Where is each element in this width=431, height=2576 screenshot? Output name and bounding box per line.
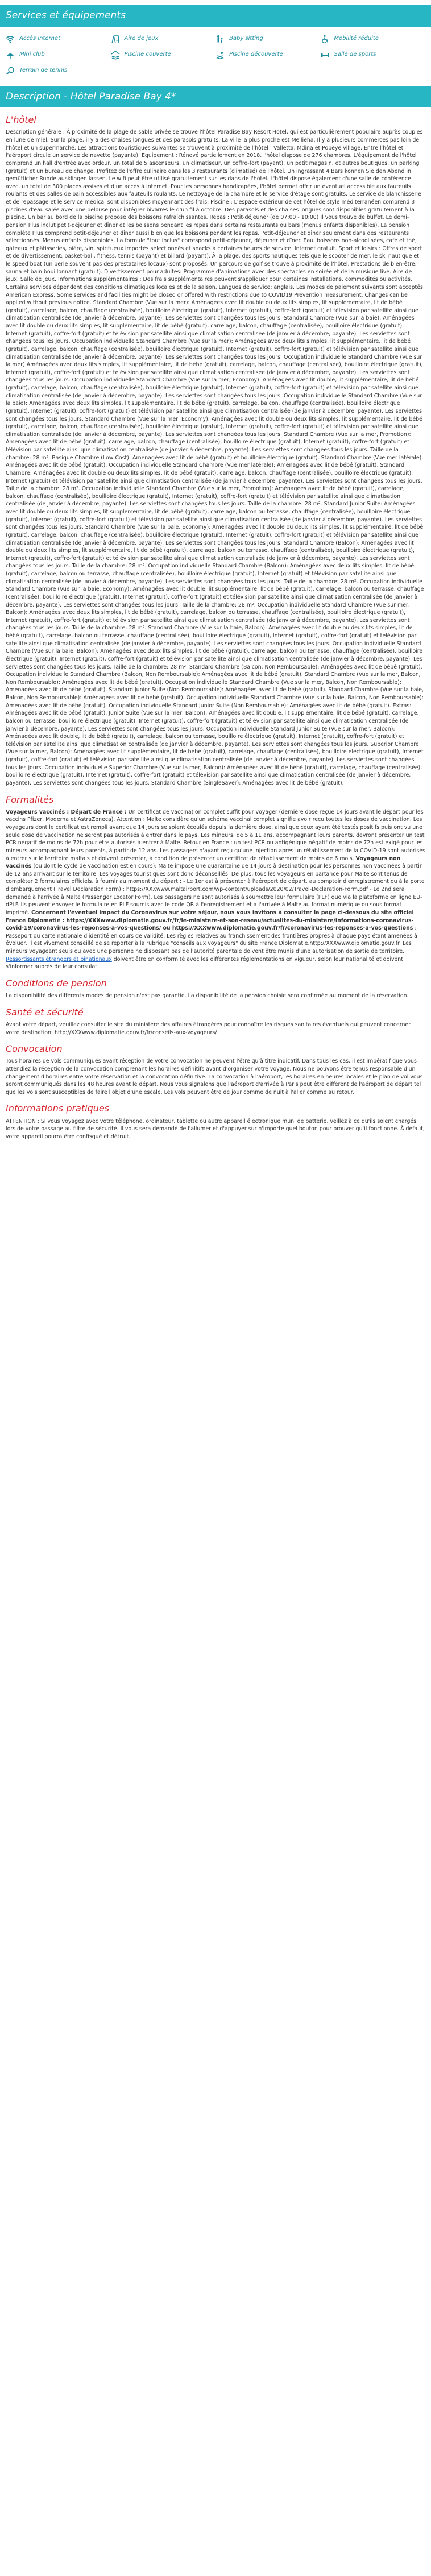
service-label: Mini club (19, 51, 45, 58)
services-band: Services et équipements (0, 5, 431, 27)
service-item (111, 35, 216, 44)
vaccinated-label: Voyageurs vaccinés : Départ de France : (6, 808, 127, 815)
formalites-heading: Formalités (6, 794, 54, 805)
service-item (216, 51, 321, 60)
service-item (321, 51, 426, 60)
service-item (321, 35, 426, 44)
description-band: Description - Hôtel Paradise Bay 4* (0, 86, 431, 108)
hotel-section (0, 113, 431, 787)
service-label: Aire de jeux (124, 35, 159, 42)
convocation-section (0, 1042, 431, 1096)
unvaccinated-label: Voyageurs non vaccinés (6, 855, 401, 870)
service-label: Salle de sports (334, 51, 376, 58)
hotel-description: Description générale : À proximité de la plage de sable privée se trouve l'hôtel Paradise Bay Resort Hotel, qui est particulièrement populaire auprès couples en lune de miel. Sur la plage, il y a des chaises longues et des parasols gratuits. La ville la plus proche est Mellieha. Il y a plusieurs commerces pas loin de l'hôtel et un supermarché. Les attractions touristiques suivantes se trouvent à proximité de l'hôtel : Valletta, Mdina et Popeye village. Entre l'hôtel et l'aéroport circule un service de navette (payante). Équipement : Rénové partiellement en 2018, l'hôtel dispose de 276 chambres. L'équipement de l'hôtel comprend un hall d'entrée avec ordeur, un total de 5 ascenseurs, un climatiseur, un coffre-fort (payant), un petit magasin, et autres boutiques, un parking (gratuit) et un bureau de change. Profitez de l'offre culinaire dans les 3 restaurants (climatisé) de l'hôtel. Un ingrassant 4 Bars konnen Sie den Abend in gemütlicher Runde ausklingen lassen. Le wifi peut être utilisé gratuitement sur les dans de l'hôtel. L'hôtel dispose également d'une salle de conférence avec, un total de 300 places assises et d'un accès à Internet. Pour les personnes handicapées, l'hôtel permet offrir un éventuel accessible aux fauteuils roulants et des salles de bain accessibles aux fauteuils roulants. Le nettoyage de la chambre et le service d'étage sont gratuits. Le service de blanchisserie et de repassage et le service médical sont disponibles moyennant des frais. Piscine : L'espace extérieur de cet hôtel de style méditerranéen comprend 3 piscines d'eau salée avec une pelouse pour intégrer bivarres le d'un fil à octobre. Des parasols et des chaises longues sont disponibles gratuitement à la piscine. Un bar au bord de la piscine propose des boissons rafraîchissantes. Repas : Petit-déjeuner (de 07:00 - 10:00) Il vous trouve de buffet. Le demi-pension Plus inclut petit-déjeuner et dîner et les boissons pendant les repas dans certains restaurants ou bars (menus enfants disponibles). La pension complète Plus comprend petit-déjeuner et dîner aussi bien que les boissons pendant les repas. Petit-déjeuner et dîner seulement dans des restaurants sélectionnés. Menus enfants disponibles. La formule "tout inclus" correspond petit-déjeuner, déjeuner et dîner. Eau, boissons non-alcoolisées, café et thé, gâteaux et pâtisseries, bière, vin, spiritueux importés sélectionnés et snacks à certaines heures de service. Internet gratuit. Sport et loisirs : Offres de sport et de divertissement: basket-ball, fitness, tennis (payant) et billard (payant). À la plage, des sports nautiques tels que le scooter de mer, le ski nautique et le speed boat (un perle souvent pas des prestataires locaux) sont proposés. Un parcours de golf se trouve à proximité de l'hôtel. Prestations de bien-être: sauna et bain bouillonnant (gratuit). Divertissement pour adultes: Programme d'animations avec des spectacles en soirée et de la musique live. Aire de jeux. Salle de jeux. Informations supplémentaires : Des frais supplémentaires peuvent s'appliquer pour certaines installations, commodités ou activités. Certains services dépendent des conditions climatiques locales et de la saison. Langues de service: anglais. Les modes de paiement suivants sont acceptés: American Express. Some services and facilities might be closed or offered with restrictions due to COVID19 Prevention measurement. Changes can be applied without previous notice. Standard Chambre (Vue sur la mer): Aménagées avec lit double ou deux lits simples, lit supplémentaire, lit de bébé (gratuit), carrelage, balcon, chauffage (centralisée), bouilloire électrique (gratuit), Internet (gratuit), coffre-fort (gratuit) et télévision par satellite ainsi que climatisation centralisée (de janvier à décembre, payante). Les serviettes sont changées tous les jours. Standard Chambre (Vue sur la baie): Aménagées avec lit double ou deux lits simples, lit supplémentaire, lit de bébé (gratuit), carrelage, balcon, chauffage (centralisée), bouilloire électrique (gratuit), Internet (gratuit), coffre-fort (gratuit) et télévision par satellite ainsi que climatisation centralisée (de janvier à décembre, payante). Les serviettes sont changées tous les jours. Occupation individuelle Standard Chambre (Vue sur la mer): Aménagées avec deux lits simples, lit supplémentaire, lit de bébé (gratuit), carrelage, balcon, chauffage (centralisée), bouilloire électrique (gratuit), Internet (gratuit), coffre-fort (gratuit) et télévision par satellite ainsi que climatisation centralisée (de janvier à décembre, payante). Les serviettes sont changées tous les jours. Occupation individuelle Standard Chambre (Vue sur la mer) Aménagées avec deux lits simples, lit supplémentaire, lit de bébé (gratuit), carrelage, balcon, chauffage (centralisée), bouilloire électrique (gratuit), Internet (gratuit), coffre-fort (gratuit) et télévision par satellite ainsi que climatisation centralisée (de janvier à décembre, payante). Les serviettes sont changées tous les jours. Occupation individuelle Standard Chambre (Vue sur la mer, Economy): Aménagées avec lit double, lit supplémentaire, lit de bébé (gratuit), carrelage, balcon, chauffage (centralisée), bouilloire électrique (gratuit), Internet (gratuit), coffre-fort (gratuit) et télévision par satellite ainsi que climatisation centralisée (de janvier à décembre, payante). Les serviettes sont changées tous les jours. Occupation individuelle Standard Chambre (Vue sur la baie): Aménagées avec deux lits simples, lit supplémentaire, lit de bébé (gratuit), carrelage, balcon, chauffage (centralisée), bouilloire électrique (gratuit), Internet (gratuit), coffre-fort (gratuit) et télévision par satellite ainsi que climatisation centralisée (de janvier à décembre, payante). Les serviettes sont changées tous les jours. Standard Chambre (Vue sur la mer, Economy): Aménagées avec lit double ou deux lits simples, lit supplémentaire, lit de bébé (gratuit), carrelage, balcon, chauffage (centralisée), bouilloire électrique (gratuit), Internet (gratuit), coffre-fort (gratuit) et télévision par satellite ainsi que climatisation centralisée (de janvier à décembre, payante). Les serviettes sont changées tous les jours. Standard Chambre (Vue sur la mer, Promotion): Aménagées avec lit de bébé (gratuit), carrelage, balcon, chauffage (centralisée), bouilloire électrique (gratuit), Internet (gratuit), coffre-fort (gratuit) et télévision par satellite ainsi que climatisation centralisée (de janvier à décembre, payante). Les serviettes sont changées tous les jours. Taille de la chambre: 28 m². Basique Chambre (Low Cost): Aménagées avec lit de bébé (gratuit) et bouilloire électrique (gratuit). Standard Chambre (Vue mer latérale): Aménagées avec lit de bébé (gratuit). Occupation individuelle Standard Chambre (Vue mer latérale): Aménagées avec lit de bébé (gratuit). Standard Chambre: Aménagées avec lit double ou deux lits simples, lit de bébé (gratuit), carrelage, balcon, chauffage (centralisée), bouilloire électrique (gratuit), Internet (gratuit) et télévision par satellite ainsi que climatisation centralisée (de janvier à décembre, payante). Les serviettes sont changées tous les jours. Taille de la chambre: 28 m². Occupation individuelle Standard Chambre (Vue sur la mer, Promotion): Aménagées avec lit de bébé (gratuit), carrelage, balcon, chauffage (centralisée), bouilloire électrique (gratuit), Internet (gratuit), coffre-fort (gratuit) et télévision par satellite ainsi que climatisation centralisée (de janvier à décembre, payante). Les serviettes sont changées tous les jours. Taille de la chambre: 28 m². Standard Junior Suite: Aménagées avec lit double ou deux lits simples, lit supplémentaire, lit de bébé (gratuit), carrelage, balcon ou terrasse, chauffage (centralisée), bouilloire électrique (gratuit), Internet (gratuit), coffre-fort (gratuit) et télévision par satellite ainsi que climatisation centralisée (de janvier à décembre, payante). Les serviettes sont changées tous les jours. Standard Chambre (Vue sur la baie, Economy): Aménagées avec lit double ou deux lits simples, lit supplémentaire, lit de bébé (gratuit), carrelage, balcon, chauffage (centralisée), bouilloire électrique (gratuit), Internet (gratuit), coffre-fort (gratuit) et télévision par satellite ainsi que climatisation centralisée (de janvier à décembre, payante). Les serviettes sont changées tous les jours. Standard Chambre (Balcon): Aménagées avec lit double ou deux lits simples, lit supplémentaire, lit de bébé (gratuit), carrelage, balcon ou terrasse, chauffage (centralisée), bouilloire électrique (gratuit), Internet (gratuit), coffre-fort (gratuit) et télévision par satellite ainsi que climatisation centralisée (de janvier à décembre, payante). Les serviettes sont changées tous les jours. Taille de la chambre: 28 m². Occupation individuelle Standard Chambre (Balcon): Aménagées avec deux lits simples, lit de bébé (gratuit), carrelage, balcon ou terrasse, chauffage (centralisée), bouilloire électrique (gratuit), Internet (gratuit) et télévision par satellite ainsi que climatisation centralisée (de janvier à décembre, payante). Les serviettes sont changées tous les jours. Taille de la chambre: 28 m². Occupation individuelle Standard Chambre (Vue sur la baie, Economy): Aménagées avec lit double, lit supplémentaire, lit de bébé (gratuit), carrelage, balcon ou terrasse, chauffage (centralisée), bouilloire électrique (gratuit), Internet (gratuit), coffre-fort (gratuit) et télévision par satellite ainsi que climatisation centralisée (de janvier à décembre, payante). Les serviettes sont changées tous les jours. Taille de la chambre: 28 m². Occupation individuelle Standard Chambre (Vue sur mer, Balcon): Aménagées avec deux lits simples, lit de bébé (gratuit), carrelage, balcon ou terrasse, chauffage (centralisée), bouilloire électrique (gratuit), Internet (gratuit), coffre-fort (gratuit) et télévision par satellite ainsi que climatisation centralisée (de janvier à décembre, payante). Les serviettes sont changées tous les jours. Taille de la chambre: 28 m². Standard Chambre (Vue sur la baie, Balcon): Aménagées avec lit double ou deux lits simples, lit de bébé (gratuit), carrelage, balcon ou terrasse, chauffage (centralisée), bouilloire électrique (gratuit), Internet (gratuit), coffre-fort (gratuit) et télévision par satellite ainsi que climatisation centralisée (de janvier à décembre, payante). Les serviettes sont changées tous les jours. Occupation individuelle Standard Chambre (Vue sur la baie, Balcon): Aménagées avec deux lits simples, lit de bébé (gratuit), carrelage, balcon ou terrasse, chauffage (centralisée), bouilloire électrique (gratuit), Internet (gratuit), coffre-fort (gratuit) et télévision par satellite ainsi que climatisation centralisée (de janvier à décembre, payante). Les serviettes sont changées tous les jours. Taille de la chambre: 28 m². Standard Chambre (Balcon, Non Remboursable): Aménagées avec lit de bébé (gratuit). Occupation individuelle Standard Chambre (Balcon, Non Remboursable): Aménagées avec lit de bébé (gratuit). Standard Chambre (Vue sur la mer, Balcon, Non Remboursable): Aménagées avec lit de bébé (gratuit). Occupation individuelle Standard Chambre (Vue sur la mer, Balcon, Non Remboursable): Aménagées avec lit de bébé (gratuit). Standard Junior Suite (Non Remboursable): Aménagées avec lit de bébé (gratuit). Standard Chambre (Vue sur la baie, Balcon, Non Remboursable): Aménagées avec lit de bébé (gratuit). Occupation individuelle Standard Chambre (Vue sur la baie, Balcon, Non Remboursable): Aménagées avec lit de bébé (gratuit). Occupation individuelle Standard Junior Suite (Non Remboursable): Aménagées avec lit de bébé (gratuit). Extras: Aménagées avec lit de bébé (gratuit). Junior Suite (Vue sur la mer, Balcon): Aménagées avec lit double, lit supplémentaire, lit de bébé (gratuit), carrelage, balcon ou terrasse, bouilloire électrique (gratuit), Internet (gratuit), coffre-fort (gratuit) et télévision par satellite ainsi que climatisation centralisée (de janvier à décembre, payante). Les serviettes sont changées tous les jours. Occupation individuelle Standard Junior Suite (Vue sur la mer, Balcon): Aménagées avec lit double, lit de bébé (gratuit), carrelage, balcon ou terrasse, bouilloire électrique (gratuit), Internet (gratuit), coffre-fort (gratuit) et télévision par satellite ainsi que climatisation centralisée (de janvier à décembre, payante). Les serviettes sont changées tous les jours. Superior Chambre (Vue sur la mer, Balcon): Aménagées avec lit supplémentaire, lit de bébé (gratuit), carrelage, chauffage (centralisée), bouilloire électrique (gratuit), Internet (gratuit), coffre-fort (gratuit) et télévision par satellite ainsi que climatisation centralisée (de janvier à décembre, payante). Les serviettes sont changées tous les jours. Occupation individuelle Superior Chambre (Vue sur la mer, Balcon): Aménagées avec lit de bébé (gratuit), carrelage, chauffage (centralisée), bouilloire électrique (gratuit), Internet (gratuit), coffre-fort (gratuit) et télévision par satellite ainsi que climatisation centralisée (de janvier à décembre, payante). Les serviettes sont changées tous les jours. Standard Chambre (SingleSaver): Aménagées avec lit de bébé (gratuit). (6, 129, 425, 786)
service-item (6, 51, 111, 60)
conditions-section (0, 977, 431, 1000)
formalites-text-3: : Passeport ou carte nationale d'identité en cours de validité. Les règles relatives au franchissement des frontières propres à chaque pays étant amenées à évoluer, il est vivement conseillé de se reporter à la rubrique "conseils aux voyageurs" du site France Diplomatie,http://XXXwww.diplomatie.gouv.fr. Les mineurs voyageant seuls ou avec une personne ne disposant pas de l'autorité parentale doivent être munis d'une autorisation de sortie de territoire. (6, 925, 417, 955)
service-label: Accès internet (19, 35, 61, 42)
foreign-nationals-link[interactable]: Ressortissants étrangers et binationaux (6, 956, 112, 963)
conditions-text: La disponibilité des différents modes de pension n'est pas garantie. La disponibilité de la pension choisie sera confirmée au moment de la réservation. (6, 993, 409, 999)
sante-heading: Santé et sécurité (6, 1006, 84, 1018)
service-label: Terrain de tennis (19, 67, 68, 74)
service-item (111, 51, 216, 60)
wheelchair-icon (321, 35, 330, 44)
baby-sitting-icon (216, 35, 225, 44)
sante-text: Avant votre départ, veuillez consulter le site du ministère des affaires étrangères pour connaître les risques sanitaires éventuels qui peuvent concerner votre destination: http://XXXwww.diplomatie.gouv.fr/fr/conseils-aux-voyageurs/ (6, 1021, 411, 1036)
wifi-icon (6, 35, 15, 44)
formalites-text-4: doivent être en conformité avec les différentes réglementations en vigueur, selon leur nationalité et doivent s'informer auprès de leur consulat. (6, 956, 403, 970)
hotel-heading: L'hôtel (6, 114, 36, 126)
service-label: Piscine découverte (229, 51, 283, 58)
tennis-icon (6, 67, 15, 76)
formalites-paragraph (6, 808, 425, 971)
outdoor-pool-icon (216, 51, 225, 60)
service-item (216, 35, 321, 44)
gym-icon (321, 51, 330, 60)
sante-section (0, 1006, 431, 1036)
service-label: Mobilité réduite (334, 35, 379, 42)
covered-pool-icon (111, 51, 120, 60)
coronavirus-notice: Concernant l'éventuel impact du Coronavirus sur votre séjour, nous vous invitons à consulter la page ci-dessous du site officiel France Diplomatie : https://XXXwww.diplomatie.gouv.fr/fr/le-ministere-et-son-reseau/actualites-du-ministere/informations-coronavirus-covid-19/coronavirus-les-reponses-a-vos-questions/ ou https://XXXwww.diplomatie.gouv.fr/fr/coronavirus-les-reponses-a-vos-questions (6, 909, 414, 932)
playground-icon (111, 35, 120, 44)
convocation-heading: Convocation (6, 1043, 63, 1055)
infos-section (0, 1102, 431, 1140)
vaccinated-text: Un certificat de vaccination complet suffit pour voyager (dernière dose reçue 14 jours avant le départ pour les vaccins Pfizer, Moderna et AstraZeneca). Attention : Malte considère qu'un schéma vaccinal complet signifie avoir reçu toutes les doses de vaccination. Les voyageurs dont le certificat est rempli avant que 14 jours se soient écoulés depuis la dernière dose, ainsi que ceux ayant été testés positifs puis ont vu une seule dose de vaccination ne seront pas autorisés à entrer dans le pays. Les mineurs, de 5 à 11 ans, accompagnant leurs parents, devront présenter un test PCR négatif de moins de 72h pour être autorisés à entrer à Malte. Retour en France : un test PCR ou antigénique négatif de moins de 72h est exigé pour les mineurs accompagnant leurs parents, à partir de 12 ans. Les passagers n'ayant reçu qu'une injection après un rétablissement de la COVID-19 sont autorisés à entrer sur le territoire maltais et doivent présenter, à condition de présenter un certificat de rétablissement de moins de 6 mois. (6, 808, 425, 862)
unvaccinated-text: (ou dont le cycle de vaccination est en cours): Malte impose une quarantaine de 14 jours à destination pour les personnes non vaccinées à partir de 12 ans arrivant sur le territoire. Les voyages touristiques sont donc déconseillés. De plus, tous les voyageurs en partance pour Malte sont tenus de compléter 2 formulaires officiels, à fournir au moment du départ : - Le 1er est à présenter à l'aéroport de départ, au comptoir d'enregistrement ou à la porte d'embarquement (Travel Declaration Form) : https://XXXwww.maltairport.com/wp-content/uploads/2020/02/Travel-Declaration-Form.pdf - Le 2nd sera demandé à l'arrivée à Malte (Passenger Locator Form). Les passagers ne sont autorisés à soumettre leur formulaire (PLF) que via la plateforme en ligne EU-dPLF. Ils peuvent envoyer le formulaire en PLF soumis avec le code QR à l'enregistrement et à l'arrivée à Malte au format numérique ou sous format imprimé. (6, 863, 425, 916)
service-label: Baby sitting (229, 35, 263, 42)
formalites-section (0, 793, 431, 971)
service-item (6, 67, 111, 76)
service-label: Piscine couverte (124, 51, 171, 58)
infos-heading: Informations pratiques (6, 1103, 110, 1114)
infos-text: ATTENTION : Si vous voyagez avec votre téléphone, ordinateur, tablette ou autre appareil électronique muni de batterie, veillez à ce qu'ils soient chargés lors de votre passage au filtre de sécurité. Il vous sera demandé de l'allumer et d'appuyer sur n'importe quel bouton pour prouver qu'il fonctionne. À défaut, votre appareil pourra être confisqué et détruit. (6, 1118, 425, 1140)
conditions-heading: Conditions de pension (6, 977, 107, 989)
services-grid (0, 31, 431, 81)
service-item (6, 35, 111, 44)
convocation-text: Tous horaires de vols communiqués avant réception de votre convocation ne peuvent l'être qu'à titre indicatif. Dans tous les cas, il est impératif que vous attendiez la réception de la convocation comprenant les horaires définitifs avant d'organiser votre voyage. Nous ne pouvons être tenus responsable d'un changement d'horaires entre votre réservation et la convocation définitive. La convocation à l'aéroport, les horaires en heures locales et le plan de vol vous seront communiqués dans les 48 heures avant le départ. Nous vous signalons que l'aéroport d'arrivée à Paris peut être différent de l'aéroport de départ tel que les vols sont susceptibles de faire l'objet d'une escale. Les vols peuvent être de jour comme de nuit à l'aller comme au retour. (6, 1058, 423, 1096)
mini-club-icon (6, 51, 15, 60)
